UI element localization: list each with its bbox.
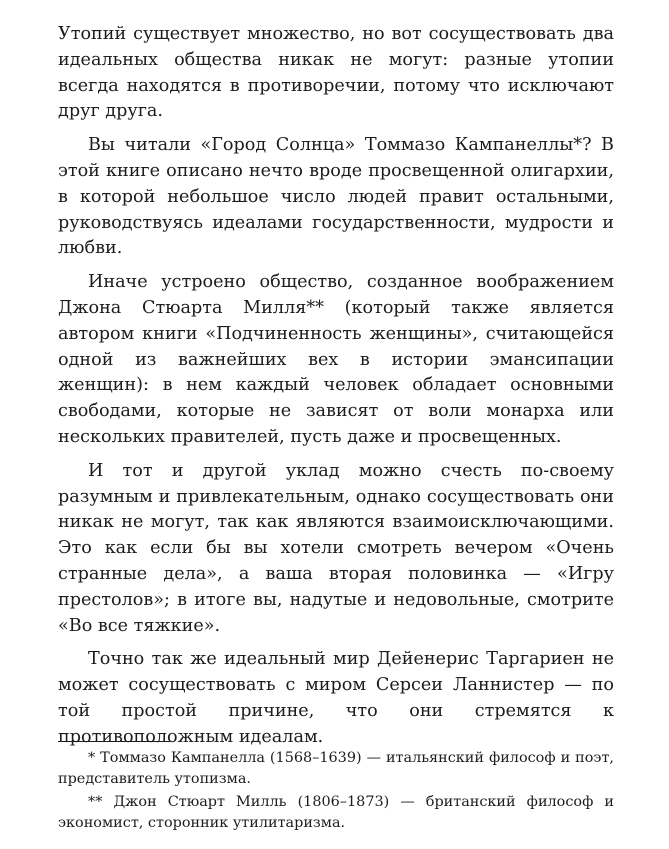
footnote-divider (58, 741, 170, 742)
paragraph-1: Утопий существует множество, но вот сосуществовать два идеальных общества никак не могут: разные утопии всегда находятся в противоречии, потому что исключают друг друга. (58, 24, 614, 122)
paragraph-2: Вы читали «Город Солнца» Томмазо Кампанеллы*? В этой книге описано нечто вроде просвещенной олигархии, в которой небольшое число людей правит остальными, руководствуясь идеалами государственности, мудрости и любви. (58, 135, 614, 259)
footnote-2: ** Джон Стюарт Милль (1806–1873) — британский философ и экономист, сторонник утилитаризма. (58, 794, 614, 831)
paragraph-4: И тот и другой уклад можно счесть по-своему разумным и привлекательным, однако сосуществовать они никак не могут, так как являются взаимоисключающими. Это как если бы вы хотели смотреть вечером «Очень странные дела», а ваша вторая половинка — «Игру престолов»; в итоге вы, надутые и недовольные, смотрите «Во все тяжкие». (58, 460, 614, 636)
footnotes (58, 748, 614, 836)
main-text (58, 22, 614, 751)
paragraph-3: Иначе устроено общество, созданное воображением Джона Стюарта Милля** (который также является автором книги «Подчиненность женщины», считающейся одной из важнейших вех в истории эмансипации женщин): в нем каждый человек обладает основными свободами, которые не зависят от воли монарха или нескольких правителей, пусть даже и просвещенных. (58, 272, 614, 447)
paragraph-5: Точно так же идеальный мир Дейенерис Таргариен не может сосуществовать с миром Серсеи Ланнистер — по той простой причине, что они стремятся к противоположным идеалам. (58, 649, 614, 747)
footnote-1: * Томмазо Кампанелла (1568–1639) — итальянский философ и поэт, представитель утопизма. (58, 750, 614, 787)
